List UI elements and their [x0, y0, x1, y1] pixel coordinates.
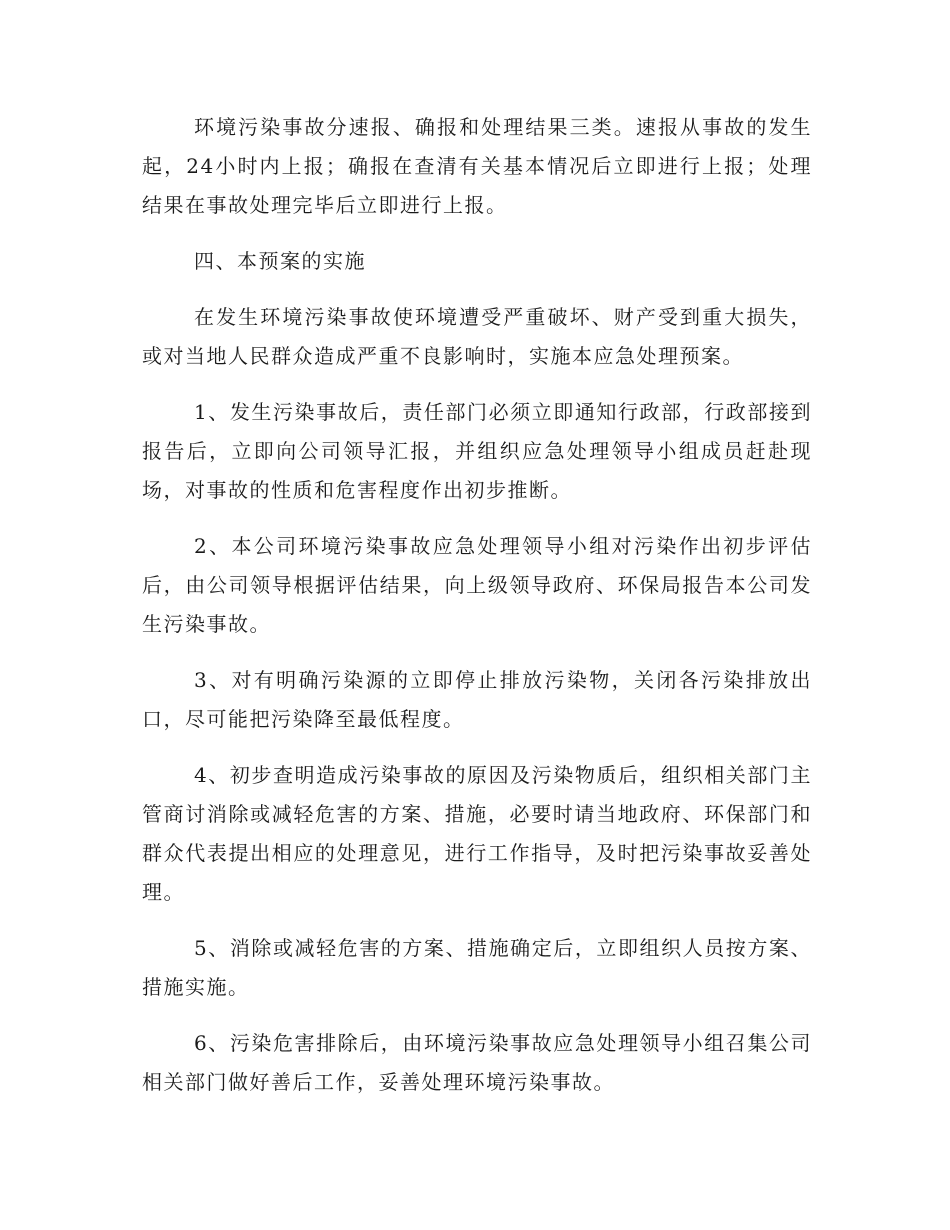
- paragraph-step-4: 4、初步查明造成污染事故的原因及污染物质后，组织相关部门主管商讨消除或减轻危害的方案、措施，必要时请当地政府、环保部门和群众代表提出相应的处理意见，进行工作指导，及时把污染事故妥善处理。: [142, 763, 812, 904]
- paragraph-implementation-conditions: 在发生环境污染事故使环境遭受严重破坏、财产受到重大损失，或对当地人民群众造成严重不良影响时，实施本应急处理预案。: [142, 305, 812, 368]
- paragraph-step-2: 2、本公司环境污染事故应急处理领导小组对污染作出初步评估后，由公司领导根据评估结果，向上级领导政府、环保局报告本公司发生污染事故。: [142, 534, 812, 636]
- section-heading-implementation: 四、本预案的实施: [194, 249, 366, 273]
- paragraph-step-5: 5、消除或减轻危害的方案、措施确定后，立即组织人员按方案、措施实施。: [142, 936, 812, 999]
- paragraph-step-3: 3、对有明确污染源的立即停止排放污染物，关闭各污染排放出口，尽可能把污染降至最低程度。: [142, 668, 812, 731]
- paragraph-step-6: 6、污染危害排除后，由环境污染事故应急处理领导小组召集公司相关部门做好善后工作，妥善处理环境污染事故。: [142, 1031, 812, 1094]
- paragraph-reporting-types: 环境污染事故分速报、确报和处理结果三类。速报从事故的发生起，24小时内上报；确报在查清有关基本情况后立即进行上报；处理结果在事故处理完毕后立即进行上报。: [142, 115, 812, 217]
- paragraph-step-1: 1、发生污染事故后，责任部门必须立即通知行政部，行政部接到报告后，立即向公司领导汇报，并组织应急处理领导小组成员赶赴现场，对事故的性质和危害程度作出初步推断。: [142, 400, 812, 502]
- document-body: [142, 108, 812, 1119]
